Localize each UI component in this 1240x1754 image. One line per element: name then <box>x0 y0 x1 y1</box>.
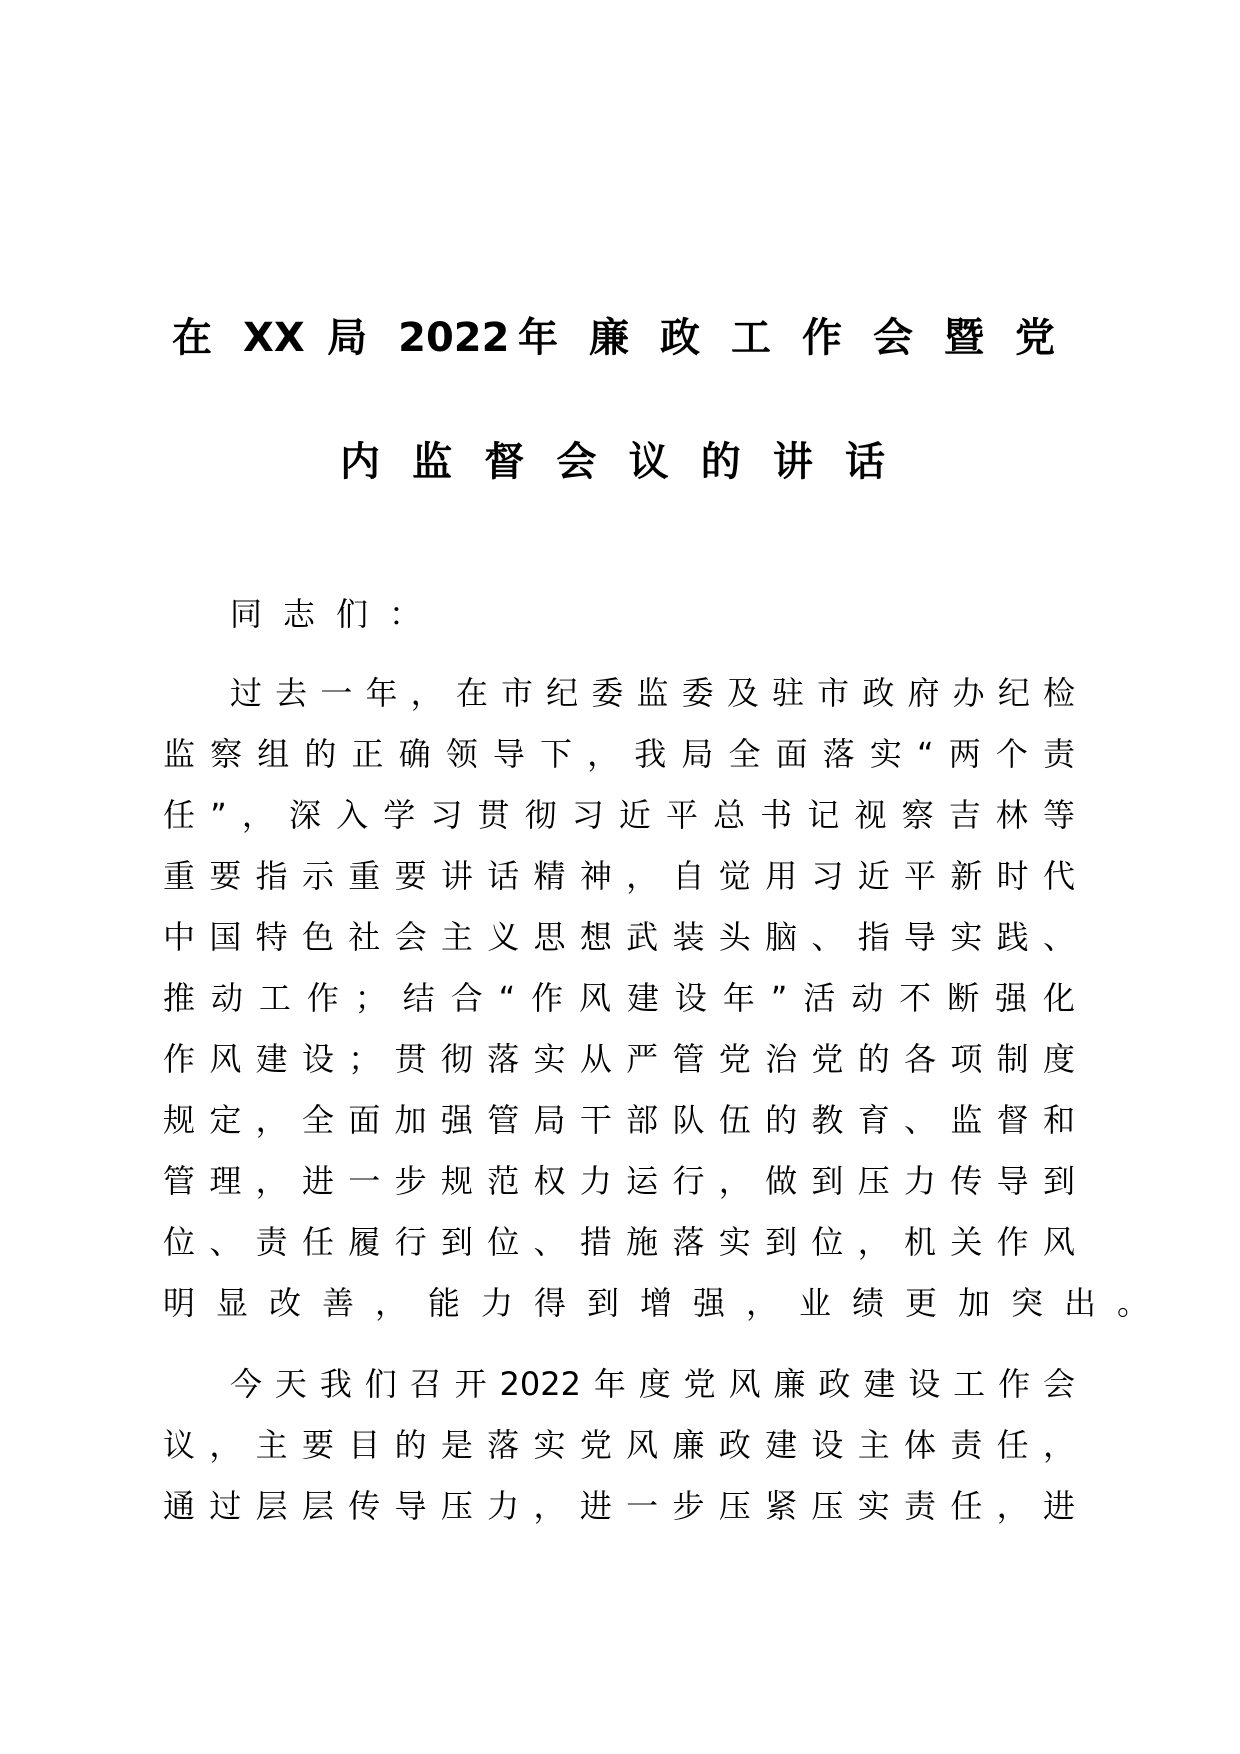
paragraph-1-line: 明显改善，能力得到增强，业绩更加突出。 <box>163 1284 1171 1322</box>
paragraph-1-line: 推动工作；结合“作风建设年”活动不断强化 <box>163 979 1075 1017</box>
paragraph-2-line: 通过层层传导压力，进一步压紧压实责任，进 <box>163 1487 1075 1525</box>
paragraph-1-line: 管理，进一步规范权力运行，做到压力传导到 <box>163 1162 1075 1200</box>
paragraph-1-line: 监察组的正确领导下，我局全面落实“两个责 <box>163 735 1075 773</box>
paragraph-1-line: 过去一年，在市纪委监委及驻市政府办纪检 <box>230 674 1075 712</box>
greeting: 同志们： <box>230 595 443 633</box>
paragraph-1-line: 中国特色社会主义思想武装头脑、指导实践、 <box>163 918 1075 956</box>
paragraph-2-line: 今天我们召开2022年度党风廉政建设工作会 <box>230 1365 1075 1403</box>
paragraph-1-line: 位、责任履行到位、措施落实到位，机关作风 <box>163 1223 1075 1261</box>
paragraph-1-line: 作风建设；贯彻落实从严管党治党的各项制度 <box>163 1040 1075 1078</box>
document-title-line-1: 在 XX 局 2022年 廉 政 工 作 会 暨 党 <box>172 315 1055 361</box>
paragraph-2-line: 议，主要目的是落实党风廉政建设主体责任， <box>163 1426 1075 1464</box>
paragraph-1-line: 任”，深入学习贯彻习近平总书记视察吉林等 <box>163 796 1075 834</box>
paragraph-1-line: 重要指示重要讲话精神，自觉用习近平新时代 <box>163 857 1075 895</box>
paragraph-1-line: 规定，全面加强管局干部队伍的教育、监督和 <box>163 1101 1075 1139</box>
document-title-line-2: 内监督会议的讲话 <box>340 439 885 485</box>
